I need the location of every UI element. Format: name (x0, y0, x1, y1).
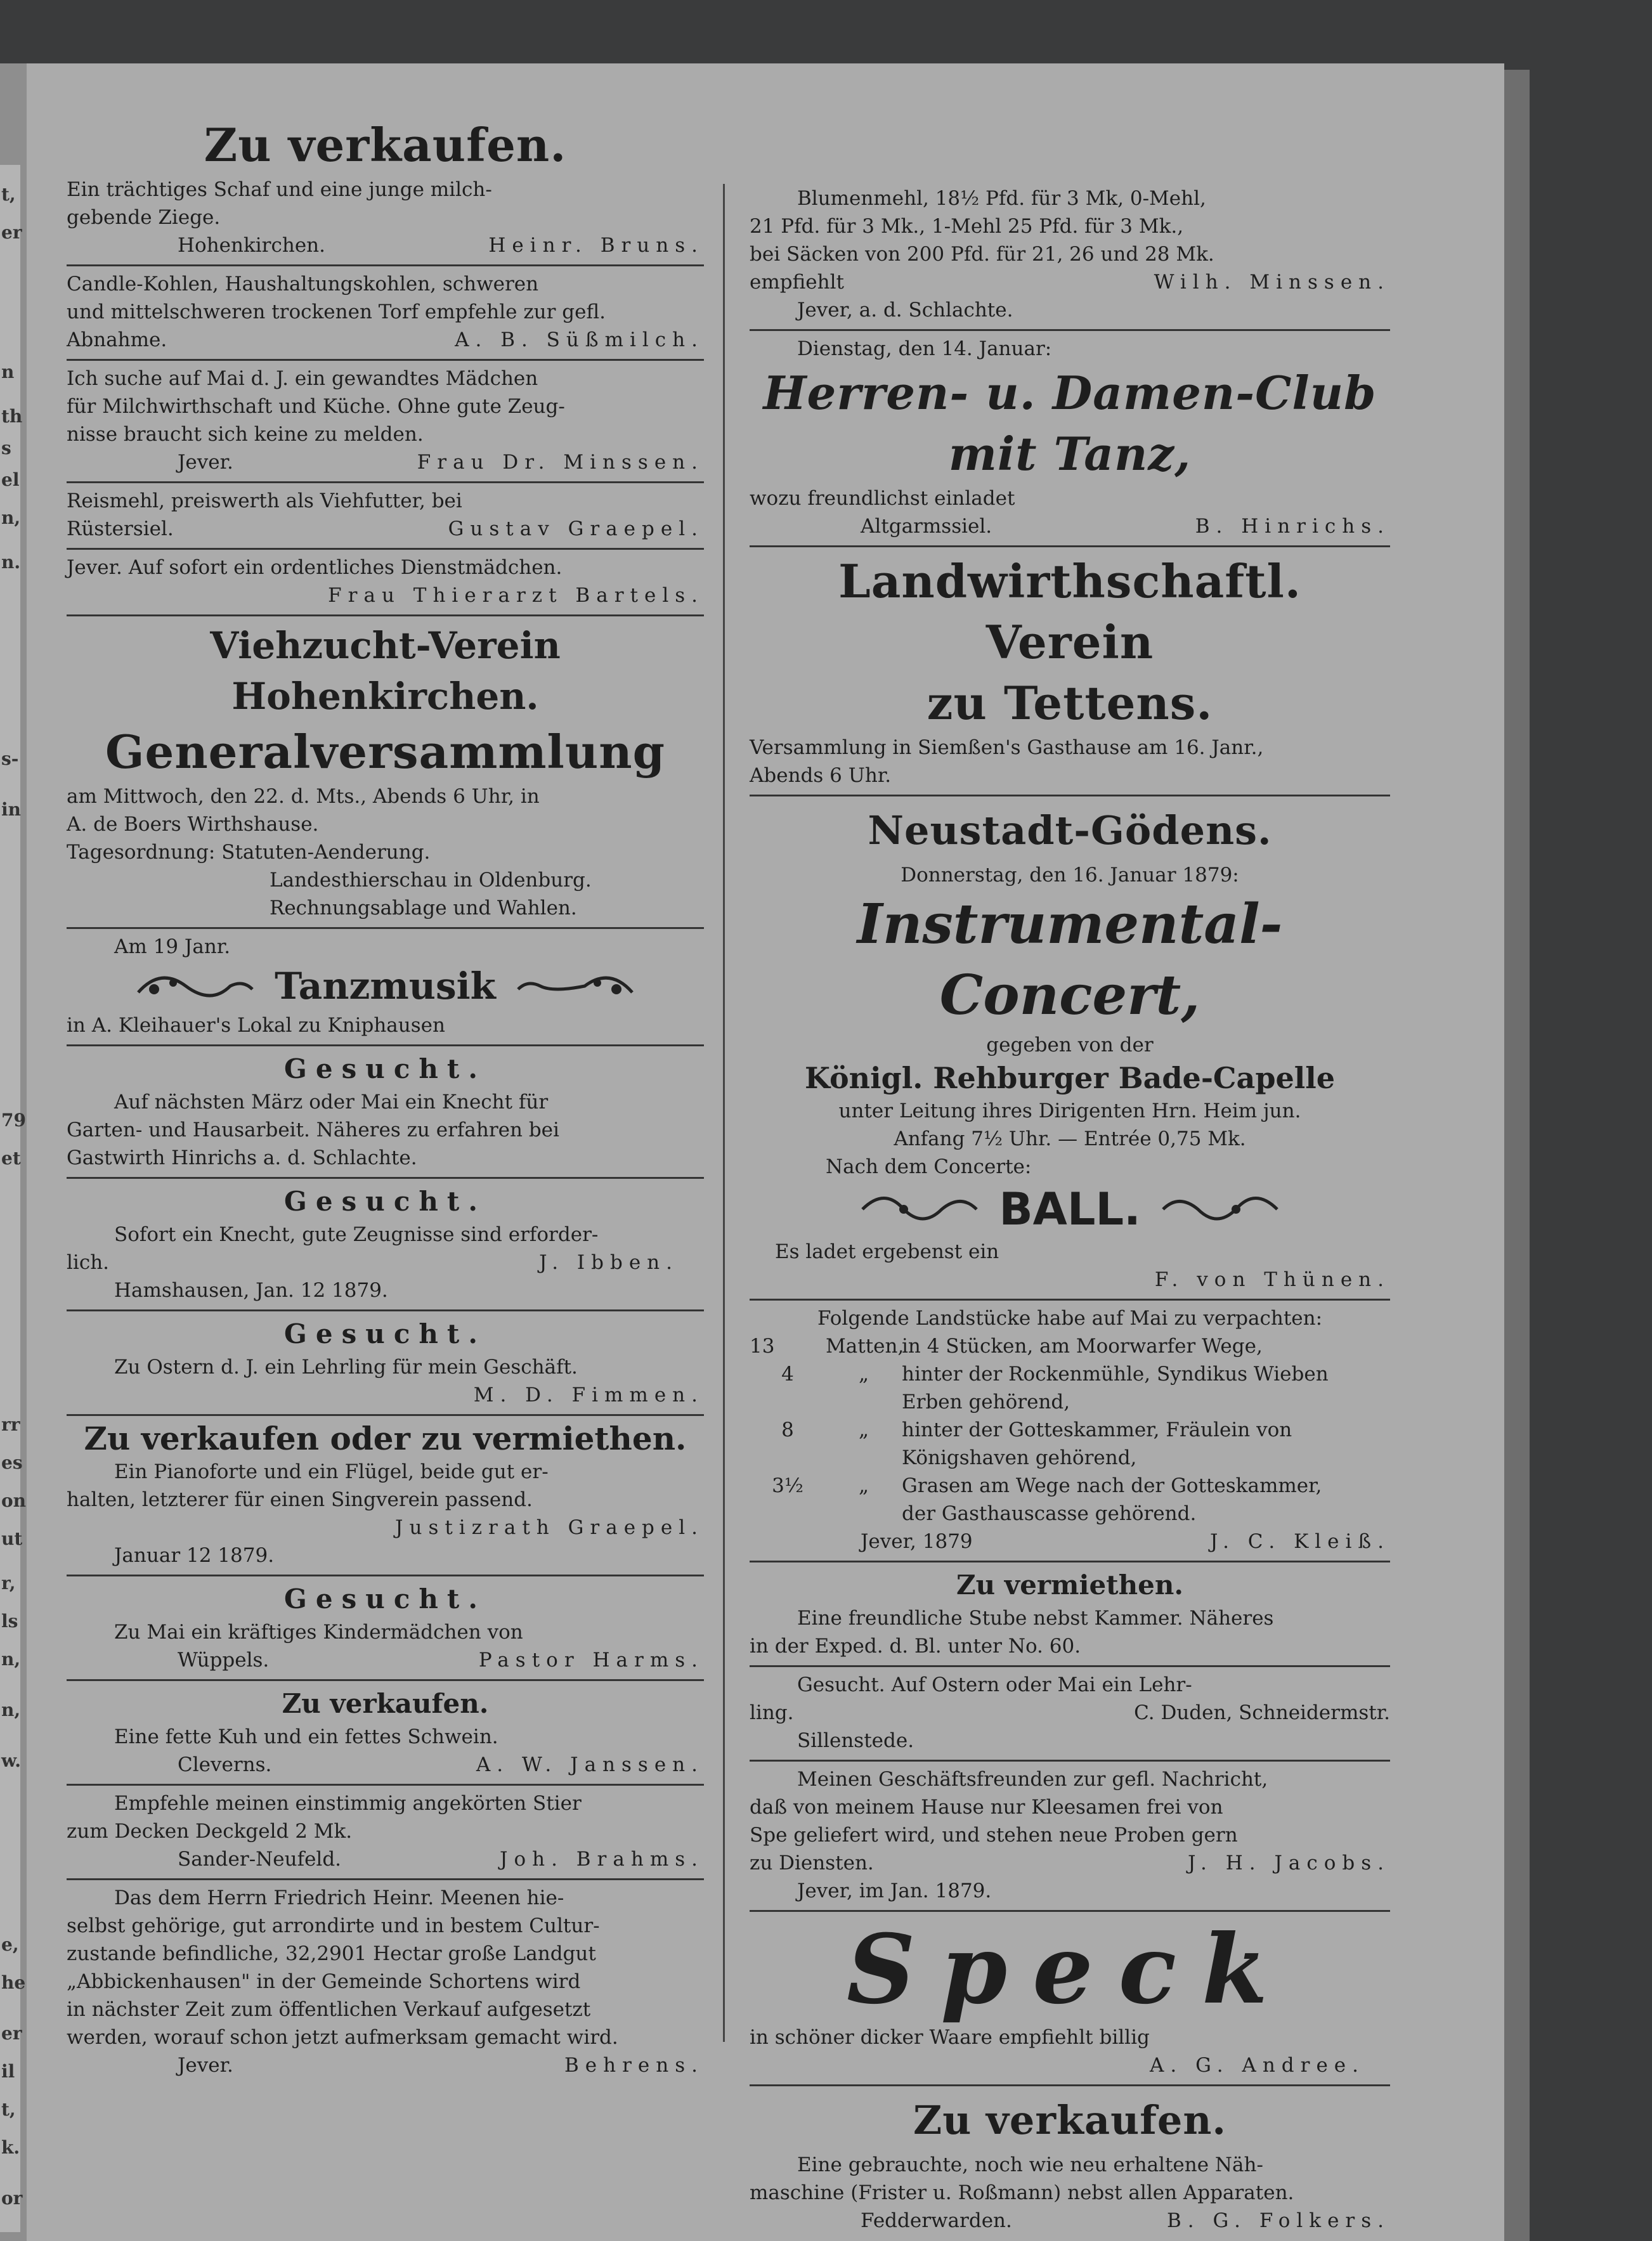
ad-text: daß von meinem Hause nur Kleesamen frei von (750, 1796, 1223, 1819)
ad-kleesamen (750, 1762, 1390, 1912)
qty (750, 1388, 826, 1416)
ornament-right-icon (515, 961, 635, 1011)
ad-signature (750, 1528, 1390, 1556)
ad-text: Auf nächsten März oder Mai ein Knecht für (114, 1091, 549, 1114)
margin-fragment: s- (1, 748, 19, 769)
margin-fragment: on (1, 1490, 27, 1511)
ad-date: Januar 12 1879. (114, 1544, 275, 1567)
margin-fragment: ls (1, 1611, 18, 1632)
ad-text: Zu Ostern d. J. ein Lehrling für mein Geschäft. (114, 1356, 578, 1379)
margin-fragment: w. (1, 1750, 22, 1771)
ad-gesucht-knecht-garten (67, 1046, 704, 1179)
ad-text: in schöner dicker Waare empfiehlt billig (750, 2026, 1150, 2049)
margin-fragment: rr (1, 1414, 20, 1435)
ad-title: Gesucht. (284, 1053, 486, 1084)
ad-text: Das dem Herrn Friedrich Heinr. Meenen hie- (114, 1887, 564, 1909)
ornament-right-icon (1160, 1184, 1280, 1235)
ad-date: Donnerstag, den 16. Januar 1879: (901, 864, 1239, 887)
margin-fragment: n (1, 361, 15, 382)
ad-title: Landwirthschaftl. Verein (838, 554, 1301, 669)
ad-text: Ich suche auf Mai d. J. ein gewandtes Mädchen (67, 367, 538, 390)
agenda-text: Statuten-Aenderung. (221, 841, 431, 864)
margin-fragment: 79 (1, 1110, 26, 1131)
agenda-item: Rechnungsablage und Wahlen. (270, 897, 577, 919)
ad-landgut (67, 1880, 704, 2084)
margin-fragment: n, (1, 1699, 21, 1720)
ad-title: Herren- u. Damen-Club (763, 366, 1377, 420)
unit: Matten, (826, 1335, 904, 1358)
margin-fragment: k. (1, 2137, 20, 2158)
ad-title: Speck (847, 1914, 1293, 2025)
ad-reismehl (67, 483, 704, 550)
ball-title: BALL. (999, 1183, 1141, 1235)
margin-fragment: n. (1, 552, 21, 573)
ad-text: Candle-Kohlen, Haushaltungskohlen, schweren (67, 273, 539, 296)
page-shadow (1504, 70, 1530, 2241)
unit (826, 1444, 902, 1472)
ad-stier (67, 1786, 704, 1880)
unit: „ (858, 1419, 869, 1441)
agenda-item: Landesthierschau in Oldenburg. (270, 869, 592, 892)
ad-text: Reismehl, preiswerth als Viehfutter, bei (67, 490, 462, 512)
ad-text: Blumenmehl, 18½ Pfd. für 3 Mk, 0-Mehl, (797, 187, 1206, 210)
sig-name: Heinr. Bruns. (488, 234, 704, 257)
ad-text: zum Decken Deckgeld 2 Mk. (67, 1820, 353, 1843)
desc: in 4 Stücken, am Moorwarfer Wege, (902, 1335, 1263, 1358)
ad-speck (750, 1912, 1390, 2086)
sig-place: Abnahme. (67, 328, 167, 351)
ad-text: Jever. Auf sofort ein ordentliches Dienstmädchen. (67, 556, 563, 579)
ad-text: Sofort ein Knecht, gute Zeugnisse sind erforder- (114, 1223, 599, 1246)
ad-kindermaedchen (67, 1576, 704, 1681)
sig-name: J. H. Jacobs. (1187, 1852, 1390, 1874)
ad-signature (67, 1249, 704, 1276)
sig-name: Frau Thierarzt Bartels. (328, 584, 704, 607)
land-row (750, 1444, 1390, 1472)
land-row (750, 1500, 1390, 1528)
ad-place: Sillenstede. (797, 1729, 914, 1752)
ad-text: Eine gebrauchte, noch wie neu erhaltene Näh- (797, 2153, 1263, 2176)
margin-fragment: th (1, 406, 23, 427)
margin-fragment: er (1, 2023, 22, 2044)
right-column (750, 181, 1390, 2240)
qty: 4 (781, 1363, 794, 1386)
ad-kohlen (67, 266, 704, 361)
unit: „ (858, 1363, 869, 1386)
ad-text: wozu freundlichst einladet (750, 487, 1015, 510)
sig-place: Fedderwarden. (861, 2209, 1012, 2232)
qty: 13 (750, 1335, 775, 1358)
ad-text: Versammlung in Siemßen's Gasthause am 16. Janr., (750, 736, 1264, 759)
ad-gesucht-knecht-sofort (67, 1179, 704, 1311)
sig-name: Gustav Graepel. (448, 517, 704, 540)
ad-text: bei Säcken von 200 Pfd. für 21, 26 und 28 Mk. (750, 243, 1214, 266)
ad-zu-vermiethen (750, 1562, 1390, 1667)
ad-text: Ein trächtiges Schaf und eine junge milch- (67, 178, 492, 201)
ornamented-ball (750, 1181, 1390, 1238)
ad-place: Jever, im Jan. 1879. (797, 1880, 992, 1902)
ad-signature (67, 1845, 704, 1873)
qty (750, 1444, 826, 1472)
margin-fragment: n, (1, 507, 21, 528)
sig-name: Justizrath Graepel. (395, 1516, 704, 1539)
ad-text: und mittelschweren trockenen Torf empfehle zur gefl. (67, 301, 606, 323)
margin-fragment: il (1, 2061, 15, 2082)
ad-text: Zu Mai ein kräftiges Kindermädchen von (114, 1621, 523, 1644)
ad-text: Spe geliefert wird, und stehen neue Proben gern (750, 1824, 1238, 1847)
ad-signature (750, 1849, 1390, 1877)
ad-text: zustande befindliche, 32,2901 Hectar große Landgut (67, 1942, 596, 1965)
ad-text: werden, worauf schon jetzt aufmerksam gemacht wird. (67, 2026, 618, 2049)
margin-fragment: or (1, 2188, 23, 2209)
sig-place: Rüstersiel. (67, 517, 174, 540)
unit (826, 1388, 902, 1416)
sig-name: J. C. Kleiß. (1210, 1530, 1390, 1553)
sig-name: A. W. Janssen. (476, 1753, 704, 1776)
desc: hinter der Rockenmühle, Syndikus Wieben (902, 1363, 1329, 1386)
desc: hinter der Gotteskammer, Fräulein von (902, 1419, 1292, 1441)
ad-title-secondary: zu Tettens. (927, 676, 1213, 730)
ad-text: Folgende Landstücke habe auf Mai zu verpachten: (817, 1307, 1323, 1330)
ad-text: A. de Boers Wirthshause. (67, 813, 319, 836)
ad-text: 21 Pfd. für 3 Mk., 1-Mehl 25 Pfd. für 3 Mk., (750, 215, 1184, 238)
margin-fragment: et (1, 1148, 21, 1169)
unit (826, 1500, 902, 1528)
ad-zu-verkaufen-schaf (67, 111, 704, 266)
desc: Grasen am Wege nach der Gotteskammer, (902, 1474, 1322, 1497)
ad-title: Tanzmusik (275, 965, 496, 1008)
ad-maedchen (67, 361, 704, 483)
sig-place: Cleverns. (178, 1753, 272, 1776)
ornamented-title (67, 961, 704, 1011)
land-row (750, 1472, 1390, 1500)
ad-title: Zu verkaufen. (204, 118, 567, 172)
ad-text: Nach dem Concerte: (826, 1155, 1032, 1178)
ad-title: Zu verkaufen oder zu vermiethen. (84, 1420, 687, 1457)
ad-title-secondary: Instrumental-Concert, (857, 892, 1283, 1027)
ad-kuh-schwein (67, 1681, 704, 1786)
ad-dienstmaedchen (67, 550, 704, 616)
sig-name: A. G. Andree. (1149, 2054, 1365, 2077)
ad-pianoforte (67, 1416, 704, 1576)
ad-text: am Mittwoch, den 22. d. Mts., Abends 6 Uhr, in (67, 785, 540, 808)
ad-signature (750, 1699, 1390, 1727)
ad-text: Abends 6 Uhr. (750, 764, 892, 787)
sig-place: Hamshausen, Jan. 12 1879. (114, 1279, 388, 1302)
margin-fragment: s (1, 438, 11, 458)
qty: 8 (781, 1419, 794, 1441)
ad-title: Gesucht. (284, 1318, 486, 1349)
ad-title-secondary: Generalversammlung (105, 725, 665, 779)
margin-fragment: ut (1, 1528, 23, 1549)
desc: Erben gehörend, (902, 1391, 1070, 1413)
sig-place: Jever, 1879 (861, 1530, 973, 1553)
ad-blumenmehl (750, 181, 1390, 331)
sig-place: Jever. (178, 451, 233, 474)
land-row (750, 1416, 1390, 1444)
ad-text: lich. (67, 1251, 110, 1274)
ad-text: Ein Pianoforte und ein Flügel, beide gut er- (114, 1460, 549, 1483)
ad-text: halten, letzterer für einen Singverein passend. (67, 1488, 533, 1511)
ad-tanzmusik (67, 929, 704, 1046)
ad-signature (67, 326, 704, 354)
sig-place: Hohenkirchen. (178, 234, 325, 257)
ad-landwirthschaftl-verein (750, 547, 1390, 796)
ad-title: Zu verkaufen. (913, 2097, 1227, 2143)
column-divider (723, 184, 725, 2042)
ad-text: gebende Ziege. (67, 206, 221, 229)
ad-text: Gastwirth Hinrichs a. d. Schlachte. (67, 1146, 417, 1169)
ad-title: Viehzucht-Verein Hohenkirchen. (210, 624, 561, 718)
margin-fragment: in (1, 799, 21, 820)
ad-signature (750, 268, 1390, 296)
ad-signature (67, 2051, 704, 2079)
ad-text: maschine (Frister u. Roßmann) nebst allen Apparaten. (750, 2181, 1294, 2204)
ad-text: Meinen Geschäftsfreunden zur gefl. Nachricht, (797, 1768, 1268, 1791)
margin-fragment: r, (1, 1573, 16, 1594)
sig-place: zu Diensten. (750, 1852, 874, 1874)
ad-title: Zu verkaufen. (282, 1688, 489, 1719)
ad-date: Dienstag, den 14. Januar: (797, 337, 1052, 360)
ad-title: Neustadt-Gödens. (868, 807, 1272, 854)
ad-signature (67, 448, 704, 476)
ad-text: in der Exped. d. Bl. unter No. 60. (750, 1635, 1081, 1658)
ad-text: Anfang 7½ Uhr. — Entrée 0,75 Mk. (894, 1127, 1246, 1150)
margin-fragment: er (1, 222, 22, 243)
sig-name: B. G. Folkers. (1167, 2209, 1390, 2232)
margin-fragment: n, (1, 1649, 21, 1670)
sig-place: Sander-Neufeld. (178, 1848, 342, 1871)
ad-text: nisse braucht sich keine zu melden. (67, 423, 424, 446)
ad-date: Am 19 Janr. (114, 935, 231, 958)
ad-text: selbst gehörige, gut arrondirte und in bestem Cultur- (67, 1914, 600, 1937)
ad-viehzucht-verein (67, 616, 704, 929)
sig-name: Behrens. (564, 2054, 704, 2077)
sig-place: empfiehlt (750, 271, 844, 294)
ad-concert (750, 796, 1390, 1301)
ad-landstuecke (750, 1301, 1390, 1562)
ad-text: in A. Kleihauer's Lokal zu Kniphausen (67, 1014, 445, 1037)
left-column (67, 111, 704, 2084)
ad-text: Eine freundliche Stube nebst Kammer. Näheres (797, 1607, 1274, 1630)
ad-title-secondary: mit Tanz, (948, 427, 1192, 481)
sig-place: Altgarmssiel. (861, 515, 992, 538)
ad-text: gegeben von der (986, 1034, 1154, 1056)
ad-signature (67, 1646, 704, 1674)
ad-signature (67, 515, 704, 543)
sig-name: J. Ibben. (539, 1251, 679, 1274)
ad-text: Garten- und Hausarbeit. Näheres zu erfahren bei (67, 1119, 559, 1141)
ad-signature (67, 1751, 704, 1779)
sig-name: Frau Dr. Minssen. (417, 451, 704, 474)
ad-text: „Abbickenhausen" in der Gemeinde Schortens wird (67, 1970, 581, 1993)
land-row (750, 1360, 1390, 1388)
sig-name: Wilh. Minssen. (1154, 271, 1390, 294)
ad-gesucht-lehrling (67, 1311, 704, 1416)
ad-herren-damen-club (750, 331, 1390, 547)
margin-fragment: es (1, 1452, 23, 1473)
sig-name: Pastor Harms. (478, 1649, 704, 1672)
ad-title: Gesucht. (284, 1583, 486, 1614)
ad-signature (750, 512, 1390, 540)
ornament-left-icon (135, 961, 256, 1011)
sig-name: B. Hinrichs. (1195, 515, 1390, 538)
qty: 3½ (772, 1474, 803, 1497)
ad-naehmaschine (750, 2086, 1390, 2240)
sig-name: M. D. Fimmen. (473, 1384, 704, 1406)
ad-title: Gesucht. (284, 1186, 486, 1217)
unit: „ (858, 1474, 869, 1497)
ad-text: Gesucht. Auf Ostern oder Mai ein Lehr- (797, 1673, 1192, 1696)
qty (750, 1500, 826, 1528)
margin-fragment: he (1, 1972, 26, 1993)
margin-fragment: t, (1, 184, 16, 205)
band-name: Königl. Rehburger Bade-Capelle (805, 1061, 1335, 1095)
sig-place: Wüppels. (178, 1649, 270, 1672)
sig-place: Jever. (178, 2054, 233, 2077)
sig-name: C. Duden, Schneidermstr. (1134, 1701, 1390, 1724)
margin-fragment: e, (1, 1934, 19, 1955)
desc: Königshaven gehörend, (902, 1446, 1137, 1469)
ad-text: unter Leitung ihres Dirigenten Hrn. Heim jun. (838, 1100, 1301, 1122)
agenda-item (67, 838, 704, 866)
land-row (750, 1388, 1390, 1416)
sig-name: F. von Thünen. (1154, 1268, 1390, 1291)
margin-fragment: t, (1, 2099, 16, 2120)
land-row (750, 1332, 1390, 1360)
ad-text: für Milchwirthschaft und Küche. Ohne gute Zeug- (67, 395, 565, 418)
ad-text: in nächster Zeit zum öffentlichen Verkauf aufgesetzt (67, 1998, 591, 2021)
margin-fragment: el (1, 469, 20, 490)
ad-place: Jever, a. d. Schlachte. (797, 299, 1013, 322)
ad-text: Es ladet ergebenst ein (775, 1240, 999, 1263)
ad-text: ling. (750, 1701, 794, 1724)
ad-text: Empfehle meinen einstimmig angekörten Stier (114, 1792, 582, 1815)
ad-signature (67, 231, 704, 259)
sig-name: A. B. Süßmilch. (455, 328, 704, 351)
previous-page-edge (0, 165, 27, 2232)
agenda-label: Tagesordnung: (67, 841, 216, 864)
ad-signature (750, 2207, 1390, 2235)
ad-gesucht-lehrling-duden (750, 1667, 1390, 1762)
ornament-left-icon (859, 1184, 980, 1235)
sig-name: Joh. Brahms. (500, 1848, 704, 1871)
desc: der Gasthauscasse gehörend. (902, 1502, 1197, 1525)
ad-text: Eine fette Kuh und ein fettes Schwein. (114, 1725, 498, 1748)
ad-title: Zu vermiethen. (956, 1569, 1183, 1601)
